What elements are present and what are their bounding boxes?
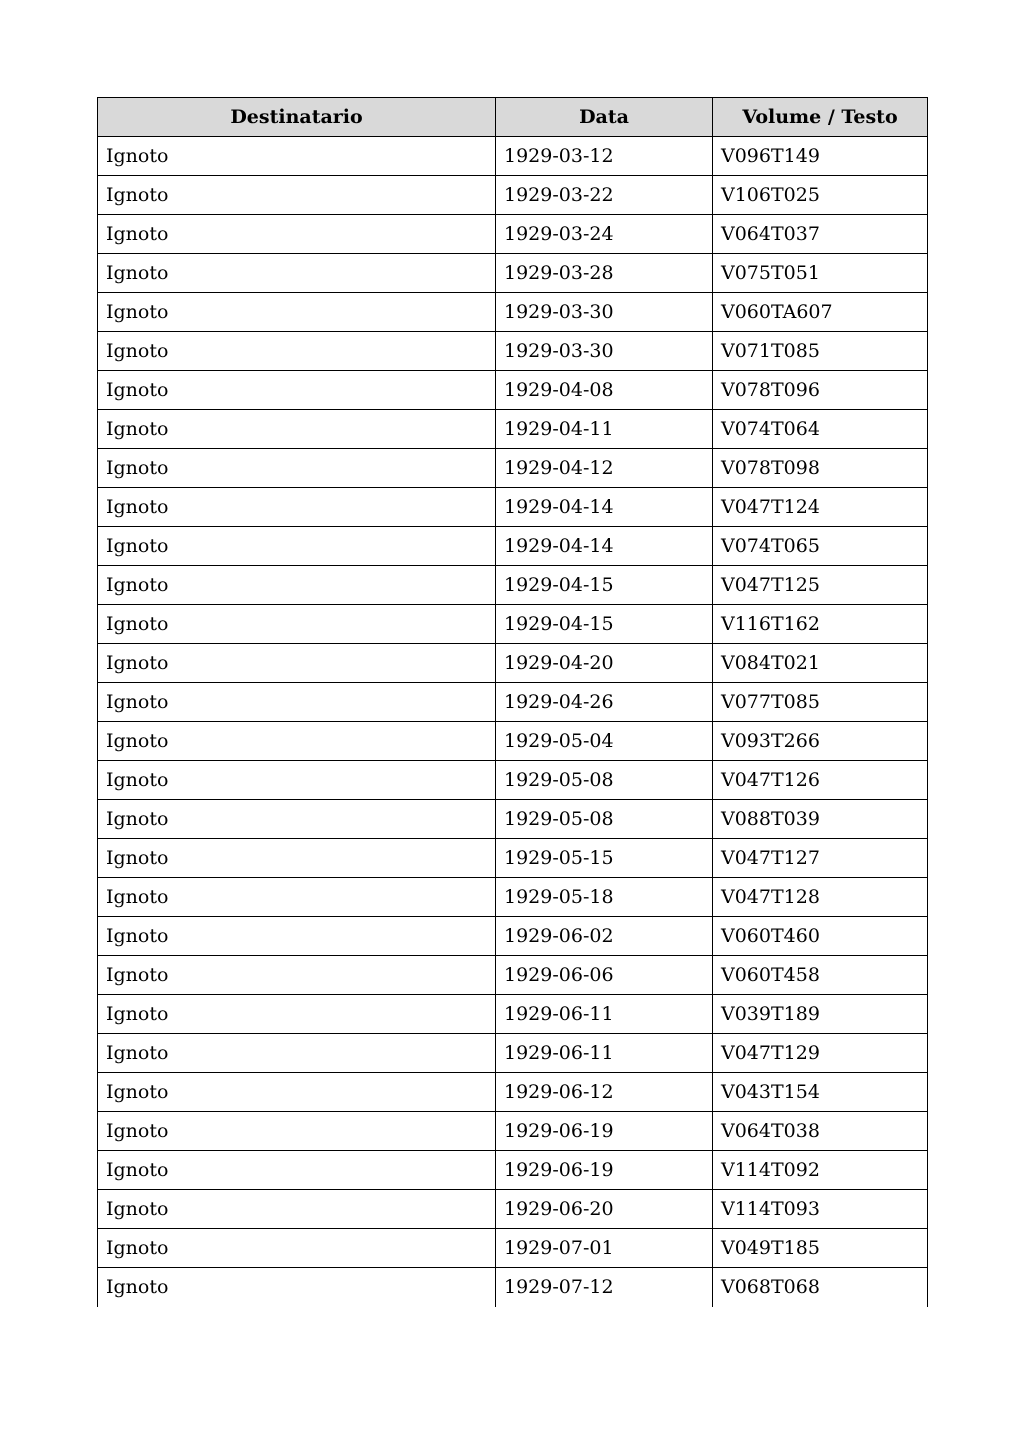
table-row [98, 176, 928, 215]
cell-data: 1929-04-11 [496, 410, 713, 449]
cell-destinatario: Ignoto [98, 1190, 496, 1229]
cell-destinatario: Ignoto [98, 1268, 496, 1307]
table-row [98, 761, 928, 800]
cell-destinatario: Ignoto [98, 761, 496, 800]
table-row [98, 215, 928, 254]
table-body [98, 137, 928, 1307]
cell-destinatario: Ignoto [98, 488, 496, 527]
cell-data: 1929-04-20 [496, 644, 713, 683]
cell-destinatario: Ignoto [98, 527, 496, 566]
table-row [98, 449, 928, 488]
table-row [98, 605, 928, 644]
cell-destinatario: Ignoto [98, 1073, 496, 1112]
cell-volume-testo: V078T098 [713, 449, 928, 488]
cell-volume-testo: V114T092 [713, 1151, 928, 1190]
table-row [98, 683, 928, 722]
table-row [98, 488, 928, 527]
cell-data: 1929-03-22 [496, 176, 713, 215]
table-row [98, 410, 928, 449]
table-row [98, 956, 928, 995]
cell-data: 1929-06-12 [496, 1073, 713, 1112]
cell-volume-testo: V077T085 [713, 683, 928, 722]
cell-data: 1929-06-06 [496, 956, 713, 995]
cell-data: 1929-06-20 [496, 1190, 713, 1229]
cell-destinatario: Ignoto [98, 215, 496, 254]
table-row [98, 800, 928, 839]
cell-volume-testo: V047T128 [713, 878, 928, 917]
table-row [98, 1112, 928, 1151]
cell-volume-testo: V039T189 [713, 995, 928, 1034]
cell-volume-testo: V084T021 [713, 644, 928, 683]
table-row [98, 878, 928, 917]
cell-destinatario: Ignoto [98, 683, 496, 722]
cell-data: 1929-04-14 [496, 527, 713, 566]
cell-volume-testo: V114T093 [713, 1190, 928, 1229]
cell-destinatario: Ignoto [98, 254, 496, 293]
cell-volume-testo: V071T085 [713, 332, 928, 371]
table-row [98, 254, 928, 293]
cell-data: 1929-04-26 [496, 683, 713, 722]
table-row [98, 1229, 928, 1268]
cell-data: 1929-07-12 [496, 1268, 713, 1307]
header-row [98, 98, 928, 137]
cell-data: 1929-05-08 [496, 800, 713, 839]
cell-destinatario: Ignoto [98, 1034, 496, 1073]
cell-data: 1929-03-30 [496, 293, 713, 332]
table-row [98, 1190, 928, 1229]
cell-data: 1929-06-11 [496, 995, 713, 1034]
cell-destinatario: Ignoto [98, 293, 496, 332]
cell-data: 1929-04-15 [496, 605, 713, 644]
cell-volume-testo: V096T149 [713, 137, 928, 176]
table-row [98, 839, 928, 878]
cell-data: 1929-05-04 [496, 722, 713, 761]
cell-volume-testo: V075T051 [713, 254, 928, 293]
cell-destinatario: Ignoto [98, 644, 496, 683]
header-destinatario: Destinatario [98, 98, 496, 137]
cell-destinatario: Ignoto [98, 1151, 496, 1190]
cell-data: 1929-04-12 [496, 449, 713, 488]
table-row [98, 1151, 928, 1190]
table-row [98, 722, 928, 761]
cell-data: 1929-04-15 [496, 566, 713, 605]
cell-volume-testo: V047T126 [713, 761, 928, 800]
cell-volume-testo: V093T266 [713, 722, 928, 761]
cell-destinatario: Ignoto [98, 917, 496, 956]
cell-volume-testo: V043T154 [713, 1073, 928, 1112]
cell-volume-testo: V074T065 [713, 527, 928, 566]
cell-data: 1929-03-28 [496, 254, 713, 293]
cell-destinatario: Ignoto [98, 995, 496, 1034]
cell-destinatario: Ignoto [98, 566, 496, 605]
cell-destinatario: Ignoto [98, 176, 496, 215]
cell-destinatario: Ignoto [98, 839, 496, 878]
cell-data: 1929-05-18 [496, 878, 713, 917]
cell-volume-testo: V064T037 [713, 215, 928, 254]
cell-destinatario: Ignoto [98, 605, 496, 644]
table-row [98, 1034, 928, 1073]
cell-destinatario: Ignoto [98, 332, 496, 371]
table-row [98, 293, 928, 332]
table-header [98, 98, 928, 137]
cell-data: 1929-05-15 [496, 839, 713, 878]
cell-volume-testo: V047T129 [713, 1034, 928, 1073]
table-row [98, 137, 928, 176]
cell-volume-testo: V064T038 [713, 1112, 928, 1151]
table-row [98, 527, 928, 566]
table-row [98, 1268, 928, 1307]
cell-volume-testo: V116T162 [713, 605, 928, 644]
table-row [98, 917, 928, 956]
table-row [98, 566, 928, 605]
cell-volume-testo: V088T039 [713, 800, 928, 839]
cell-destinatario: Ignoto [98, 410, 496, 449]
cell-volume-testo: V078T096 [713, 371, 928, 410]
cell-destinatario: Ignoto [98, 800, 496, 839]
header-volume-testo: Volume / Testo [713, 98, 928, 137]
cell-volume-testo: V060TA607 [713, 293, 928, 332]
table-row [98, 644, 928, 683]
cell-volume-testo: V060T460 [713, 917, 928, 956]
cell-data: 1929-06-11 [496, 1034, 713, 1073]
table-row [98, 995, 928, 1034]
cell-data: 1929-06-19 [496, 1112, 713, 1151]
cell-data: 1929-07-01 [496, 1229, 713, 1268]
cell-volume-testo: V068T068 [713, 1268, 928, 1307]
cell-volume-testo: V047T125 [713, 566, 928, 605]
letters-table [97, 97, 928, 1307]
cell-data: 1929-05-08 [496, 761, 713, 800]
cell-destinatario: Ignoto [98, 956, 496, 995]
cell-volume-testo: V047T127 [713, 839, 928, 878]
cell-destinatario: Ignoto [98, 137, 496, 176]
cell-destinatario: Ignoto [98, 371, 496, 410]
cell-data: 1929-03-24 [496, 215, 713, 254]
cell-volume-testo: V060T458 [713, 956, 928, 995]
table-row [98, 332, 928, 371]
cell-data: 1929-03-12 [496, 137, 713, 176]
cell-destinatario: Ignoto [98, 449, 496, 488]
cell-destinatario: Ignoto [98, 722, 496, 761]
table-row [98, 1073, 928, 1112]
cell-volume-testo: V106T025 [713, 176, 928, 215]
cell-data: 1929-06-19 [496, 1151, 713, 1190]
cell-data: 1929-04-08 [496, 371, 713, 410]
cell-data: 1929-04-14 [496, 488, 713, 527]
cell-data: 1929-06-02 [496, 917, 713, 956]
cell-destinatario: Ignoto [98, 1229, 496, 1268]
cell-volume-testo: V074T064 [713, 410, 928, 449]
cell-volume-testo: V049T185 [713, 1229, 928, 1268]
header-data: Data [496, 98, 713, 137]
cell-volume-testo: V047T124 [713, 488, 928, 527]
table-row [98, 371, 928, 410]
cell-data: 1929-03-30 [496, 332, 713, 371]
cell-destinatario: Ignoto [98, 1112, 496, 1151]
cell-destinatario: Ignoto [98, 878, 496, 917]
